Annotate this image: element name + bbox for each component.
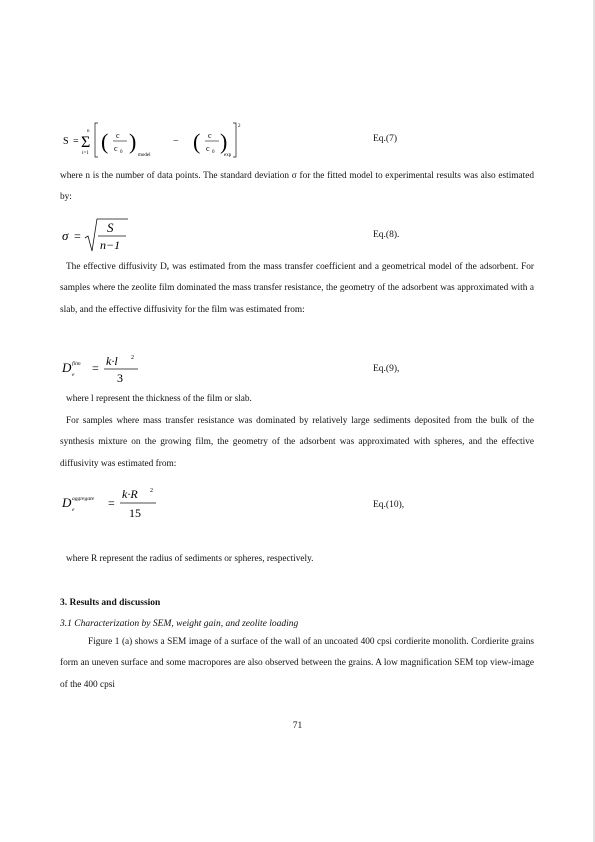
eq7-exp-sub: exp — [224, 153, 232, 158]
paragraph-2: The effective diffusivity Dₑ was estimated from the mass transfer coefficient and a geometrical model of the adsorbent. For samples where the zeolite film dominated the mass transfer resistance, the geometry of the adsorbent was approximated with a slab, and the effective diffusivity for the film was estimated from: — [60, 262, 534, 315]
eq9-numerator: k·l — [106, 354, 118, 368]
eq10-power: 2 — [150, 488, 153, 494]
eq9-superscript: film — [72, 361, 81, 367]
left-bracket-icon — [95, 123, 98, 157]
eq7-lhs: S — [63, 136, 69, 147]
eq7-sum-top: n — [87, 129, 90, 134]
eq7-model-sub: model — [138, 153, 151, 158]
eq7-den-sub-2: 0 — [212, 150, 215, 155]
equation-10-graphic — [60, 483, 210, 523]
eq9-power: 2 — [131, 355, 134, 361]
eq7-num-1: c — [116, 131, 120, 140]
eq8-denominator: n−1 — [100, 238, 121, 252]
eq7-power: 2 — [238, 124, 241, 129]
eq7-den-sub-1: 0 — [120, 150, 123, 155]
left-paren-icon: ( — [193, 129, 201, 154]
paragraph-4: For samples where mass transfer resistance was dominated by relatively large sediments deposited from the bulk of the synthesis mixture on the growing film, the geometry of the adsorbent was approximated with spheres, and the effective diffusivity was estimated from: — [60, 416, 534, 469]
equation-8 — [60, 216, 540, 256]
eq8-lhs: σ — [62, 228, 69, 243]
equation-8-graphic — [60, 216, 180, 256]
page-number: 71 — [292, 721, 303, 731]
eq10-subscript: e — [72, 507, 75, 513]
right-paren-icon: ) — [220, 129, 228, 154]
eq9-denominator: 3 — [117, 371, 123, 385]
paragraph-3: where l represent the thickness of the film or slab. — [66, 394, 252, 404]
eq8-equals: = — [74, 229, 81, 243]
paragraph-5: where R represent the radius of sediments or spheres, respectively. — [66, 554, 314, 564]
eq7-num-2: c — [208, 131, 212, 140]
sum-icon: Σ — [81, 134, 91, 151]
equation-8-label: Eq.(8). — [373, 230, 400, 240]
eq7-sum-bottom: i=1 — [82, 151, 89, 156]
equation-9-graphic — [60, 352, 180, 388]
right-bracket-icon — [233, 123, 236, 157]
eq8-numerator: S — [107, 220, 114, 235]
eq7-den-1: c — [114, 144, 118, 153]
eq9-subscript: e — [72, 372, 75, 378]
eq10-numerator: k·R — [122, 487, 138, 501]
eq7-minus: − — [173, 136, 179, 147]
eq10-denominator: 15 — [129, 506, 141, 520]
equation-7-graphic — [60, 118, 260, 160]
equation-10-label: Eq.(10), — [373, 500, 405, 510]
eq7-den-2: c — [206, 144, 210, 153]
eq10-symbol: D — [62, 495, 72, 510]
eq9-equals: = — [92, 361, 99, 375]
section-heading: 3. Results and discussion — [60, 598, 161, 608]
right-paren-icon: ) — [129, 129, 137, 154]
equation-7-label: Eq.(7) — [373, 134, 398, 144]
subsection-heading: 3.1 Characterization by SEM, weight gain, and zeolite loading — [60, 619, 299, 629]
paragraph-6: Figure 1 (a) shows a SEM image of a surface of the wall of an uncoated 400 cpsi cordierite monolith. Cordierite grains form an uneven surface and some macropores are also observed between the grains. A low magnification SEM top view-image of the 400 cpsi — [60, 637, 534, 690]
equation-10 — [60, 483, 540, 523]
equation-9 — [60, 352, 540, 388]
eq10-superscript: aggregate — [72, 496, 95, 502]
eq9-symbol: D — [62, 360, 72, 375]
eq10-equals: = — [108, 496, 115, 510]
left-paren-icon: ( — [101, 129, 109, 154]
equation-7 — [60, 118, 540, 160]
paragraph-1: where n is the number of data points. The standard deviation σ for the fitted model to experimental results was also estimated by: — [60, 171, 534, 203]
eq7-equals: = — [73, 136, 79, 147]
equation-9-label: Eq.(9), — [373, 364, 400, 374]
